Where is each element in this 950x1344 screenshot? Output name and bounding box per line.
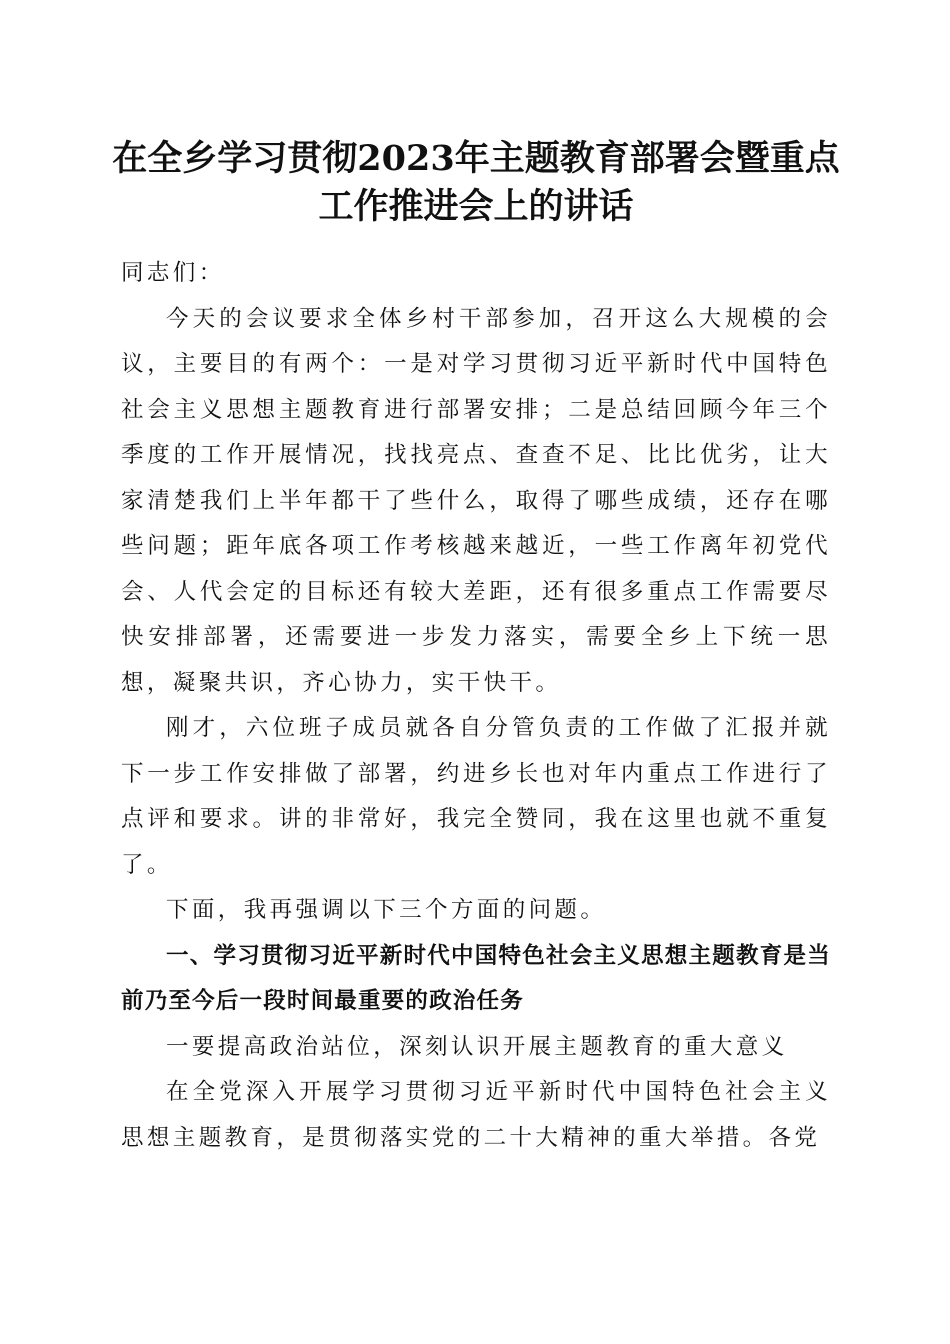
document-title: 在全乡学习贯彻2023年主题教育部署会暨重点工作推进会上的讲话 — [112, 138, 840, 227]
document-body — [121, 251, 831, 1161]
section-heading: 一、学习贯彻习近平新时代中国特色社会主义思想主题教育是当前乃至今后一段时间最重要的政治任务 — [121, 942, 831, 1014]
paragraph-closing: 在全党深入开展学习贯彻习近平新时代中国特色社会主义思想主题教育，是贯彻落实党的二十大精神的重大举措。各党 — [121, 1079, 831, 1151]
paragraph-intro: 今天的会议要求全体乡村干部参加，召开这么大规模的会议，主要目的有两个：一是对学习贯彻习近平新时代中国特色社会主义思想主题教育进行部署安排；二是总结回顾今年三个季度的工作开展情况，找找亮点、查查不足、比比优劣，让大家清楚我们上半年都干了些什么，取得了哪些成绩，还存在哪些问题；距年底各项工作考核越来越近，一些工作离年初党代会、人代会定的目标还有较大差距，还有很多重点工作需要尽快安排部署，还需要进一步发力落实，需要全乡上下统一思想，凝聚共识，齐心协力，实干快干。 — [121, 305, 831, 696]
salutation: 同志们： — [121, 260, 225, 286]
paragraph-reports: 刚才，六位班子成员就各自分管负责的工作做了汇报并就下一步工作安排做了部署，约进乡长也对年内重点工作进行了点评和要求。讲的非常好，我完全赞同，我在这里也就不重复了。 — [121, 715, 831, 878]
subheading: 一要提高政治站位，深刻认识开展主题教育的重大意义 — [166, 1033, 788, 1060]
paragraph-transition: 下面，我再强调以下三个方面的问题。 — [166, 897, 607, 923]
